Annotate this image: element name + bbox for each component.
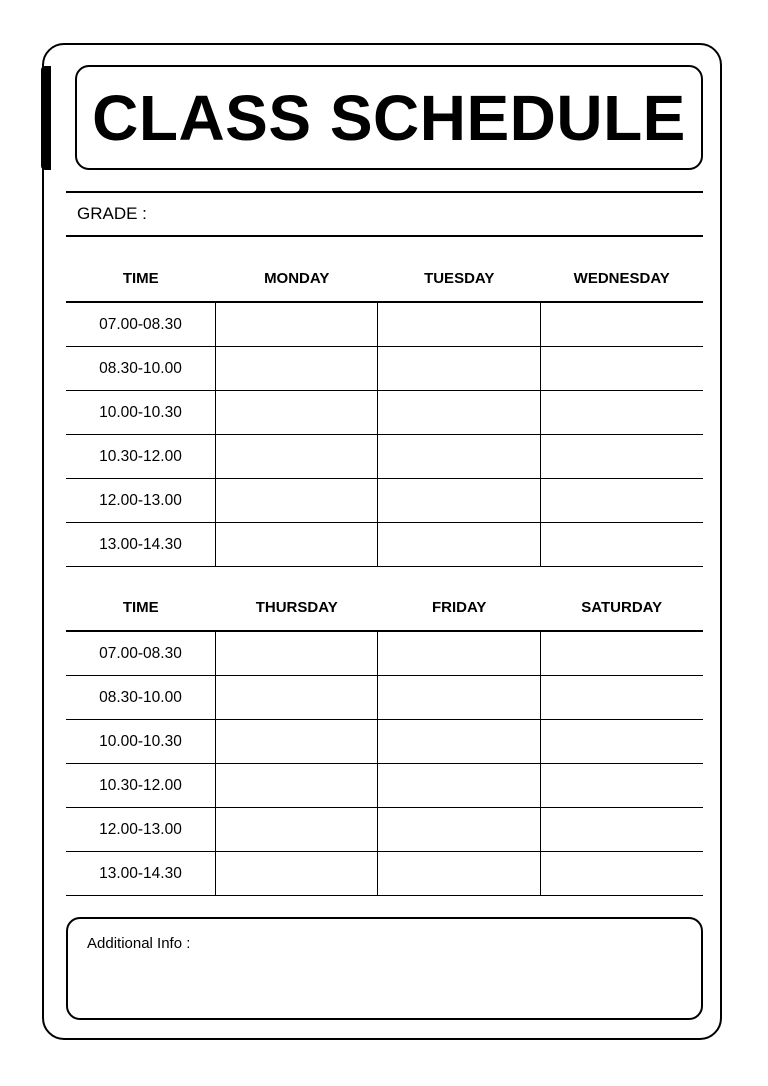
thursday-cell[interactable] (215, 764, 378, 808)
friday-cell[interactable] (378, 852, 541, 896)
header-friday: FRIDAY (378, 584, 541, 631)
table-row (66, 435, 703, 479)
table-header-row (66, 255, 703, 302)
table-row (66, 479, 703, 523)
header-tuesday: TUESDAY (378, 255, 541, 302)
table-row (66, 523, 703, 567)
header-wednesday: WEDNESDAY (540, 255, 703, 302)
time-cell: 13.00-14.30 (66, 523, 215, 567)
tuesday-cell[interactable] (378, 435, 541, 479)
time-cell: 10.00-10.30 (66, 720, 215, 764)
table-row (66, 808, 703, 852)
time-cell: 10.30-12.00 (66, 764, 215, 808)
monday-cell[interactable] (215, 347, 378, 391)
tuesday-cell[interactable] (378, 523, 541, 567)
time-cell: 07.00-08.30 (66, 631, 215, 676)
schedule-table-mon-wed (66, 255, 703, 567)
saturday-cell[interactable] (540, 676, 703, 720)
thursday-cell[interactable] (215, 852, 378, 896)
saturday-cell[interactable] (540, 808, 703, 852)
grade-label: GRADE : (77, 204, 147, 223)
header-thursday: THURSDAY (215, 584, 378, 631)
table-header-row (66, 584, 703, 631)
time-cell: 12.00-13.00 (66, 808, 215, 852)
friday-cell[interactable] (378, 764, 541, 808)
thursday-cell[interactable] (215, 808, 378, 852)
wednesday-cell[interactable] (540, 347, 703, 391)
time-cell: 07.00-08.30 (66, 302, 215, 347)
table-row (66, 676, 703, 720)
monday-cell[interactable] (215, 479, 378, 523)
time-cell: 13.00-14.30 (66, 852, 215, 896)
wednesday-cell[interactable] (540, 391, 703, 435)
additional-info-label: Additional Info : (87, 935, 191, 952)
table-row (66, 347, 703, 391)
table-row (66, 391, 703, 435)
time-cell: 10.30-12.00 (66, 435, 215, 479)
wednesday-cell[interactable] (540, 302, 703, 347)
monday-cell[interactable] (215, 302, 378, 347)
header-saturday: SATURDAY (540, 584, 703, 631)
thursday-cell[interactable] (215, 720, 378, 764)
tuesday-cell[interactable] (378, 391, 541, 435)
saturday-cell[interactable] (540, 720, 703, 764)
monday-cell[interactable] (215, 435, 378, 479)
header-time: TIME (66, 584, 215, 631)
friday-cell[interactable] (378, 808, 541, 852)
table-row (66, 302, 703, 347)
thursday-cell[interactable] (215, 676, 378, 720)
title-box (75, 65, 703, 170)
page-title: CLASS SCHEDULE (92, 81, 686, 154)
header-time: TIME (66, 255, 215, 302)
tuesday-cell[interactable] (378, 347, 541, 391)
wednesday-cell[interactable] (540, 435, 703, 479)
additional-info-box[interactable] (66, 917, 703, 1020)
grade-bottom-rule (66, 235, 703, 237)
grade-top-rule (66, 191, 703, 193)
friday-cell[interactable] (378, 720, 541, 764)
saturday-cell[interactable] (540, 852, 703, 896)
thursday-cell[interactable] (215, 631, 378, 676)
saturday-cell[interactable] (540, 764, 703, 808)
table-row (66, 852, 703, 896)
saturday-cell[interactable] (540, 631, 703, 676)
table-row (66, 631, 703, 676)
monday-cell[interactable] (215, 391, 378, 435)
friday-cell[interactable] (378, 631, 541, 676)
time-cell: 12.00-13.00 (66, 479, 215, 523)
time-cell: 10.00-10.30 (66, 391, 215, 435)
schedule-table-thu-sat (66, 584, 703, 896)
wednesday-cell[interactable] (540, 523, 703, 567)
time-cell: 08.30-10.00 (66, 676, 215, 720)
wednesday-cell[interactable] (540, 479, 703, 523)
tuesday-cell[interactable] (378, 479, 541, 523)
header-monday: MONDAY (215, 255, 378, 302)
monday-cell[interactable] (215, 523, 378, 567)
time-cell: 08.30-10.00 (66, 347, 215, 391)
binding-bar (41, 66, 51, 170)
tuesday-cell[interactable] (378, 302, 541, 347)
friday-cell[interactable] (378, 676, 541, 720)
table-row (66, 764, 703, 808)
table-row (66, 720, 703, 764)
